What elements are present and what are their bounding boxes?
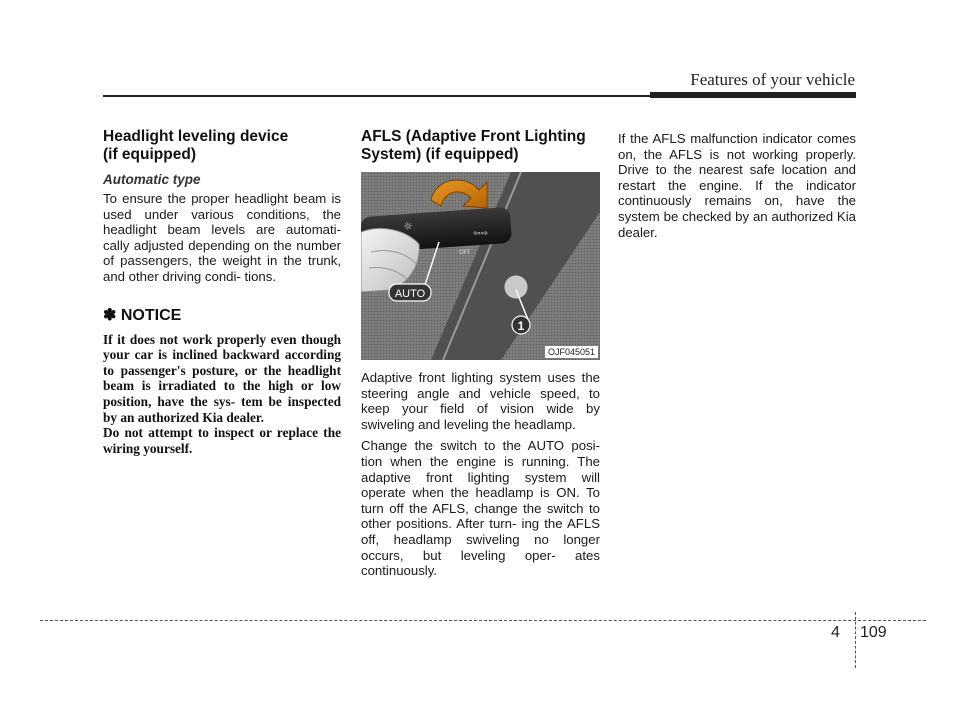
paragraph-headlight-leveling: To ensure the proper headlight beam is used under various conditions, the headlight beam levels are automati- cally adjusted depending on the number of passengers, the weight in the trunk, and other driving condi- tions. (103, 191, 341, 284)
paragraph-afls-operation: Change the switch to the AUTO posi- tion when the engine is running. The adaptive front lighting system will operate when the headlamp is ON. To turn off the AFLS, change the switch to other positions. After turn- ing the AFLS off, headlamp swiveling no longer occurs, but leveling oper- ates continuously. (361, 438, 600, 579)
footer-divider (855, 612, 856, 668)
column-right (618, 131, 856, 246)
header-accent-bar (650, 92, 856, 98)
paragraph-afls-description: Adaptive front lighting system uses the steering angle and vehicle speed, to keep your field of vision wide by swiveling and leveling the headlamp. (361, 370, 600, 432)
afls-switch-figure (361, 172, 600, 360)
svg-text:OFF: OFF (459, 249, 471, 256)
notice-text: If it does not work properly even though your car is inclined backward according to passenger's posture, or the headlight beam is irradiated to the high or low position, have the sys- tem be inspected by an authorized Kia dealer. (103, 331, 341, 425)
chapter-number: 4 (831, 624, 840, 641)
paragraph-afls-malfunction: If the AFLS malfunction indicator comes on, the AFLS is not working properly. Drive to the nearest safe location and restart the engine. If the indicator continuously remains on, have the system be checked by an authorized Kia dealer. (618, 131, 856, 240)
running-header: Features of your vehicle (690, 70, 855, 89)
subsection-automatic-type: Automatic type (103, 172, 201, 187)
auto-label: AUTO (394, 288, 426, 300)
callout-1: 1 (517, 319, 525, 333)
notice-text-wiring: Do not attempt to inspect or replace the wiring yourself. (103, 425, 341, 456)
svg-text:⇦⇨: ⇦⇨ (473, 229, 489, 239)
notice-heading: ✽ NOTICE (103, 306, 182, 324)
figure-code: OJF045051 (545, 346, 598, 358)
column-left (103, 128, 341, 456)
column-middle (361, 128, 600, 585)
section-title-headlight-leveling: Headlight leveling device (if equipped) (103, 128, 289, 163)
section-title-afls: AFLS (Adaptive Front Lighting System) (if equipped) (361, 128, 586, 163)
footer-rule (40, 620, 926, 621)
page-number: 109 (860, 624, 887, 641)
afls-switch-illustration (361, 172, 600, 360)
svg-text:☼: ☼ (403, 220, 413, 233)
